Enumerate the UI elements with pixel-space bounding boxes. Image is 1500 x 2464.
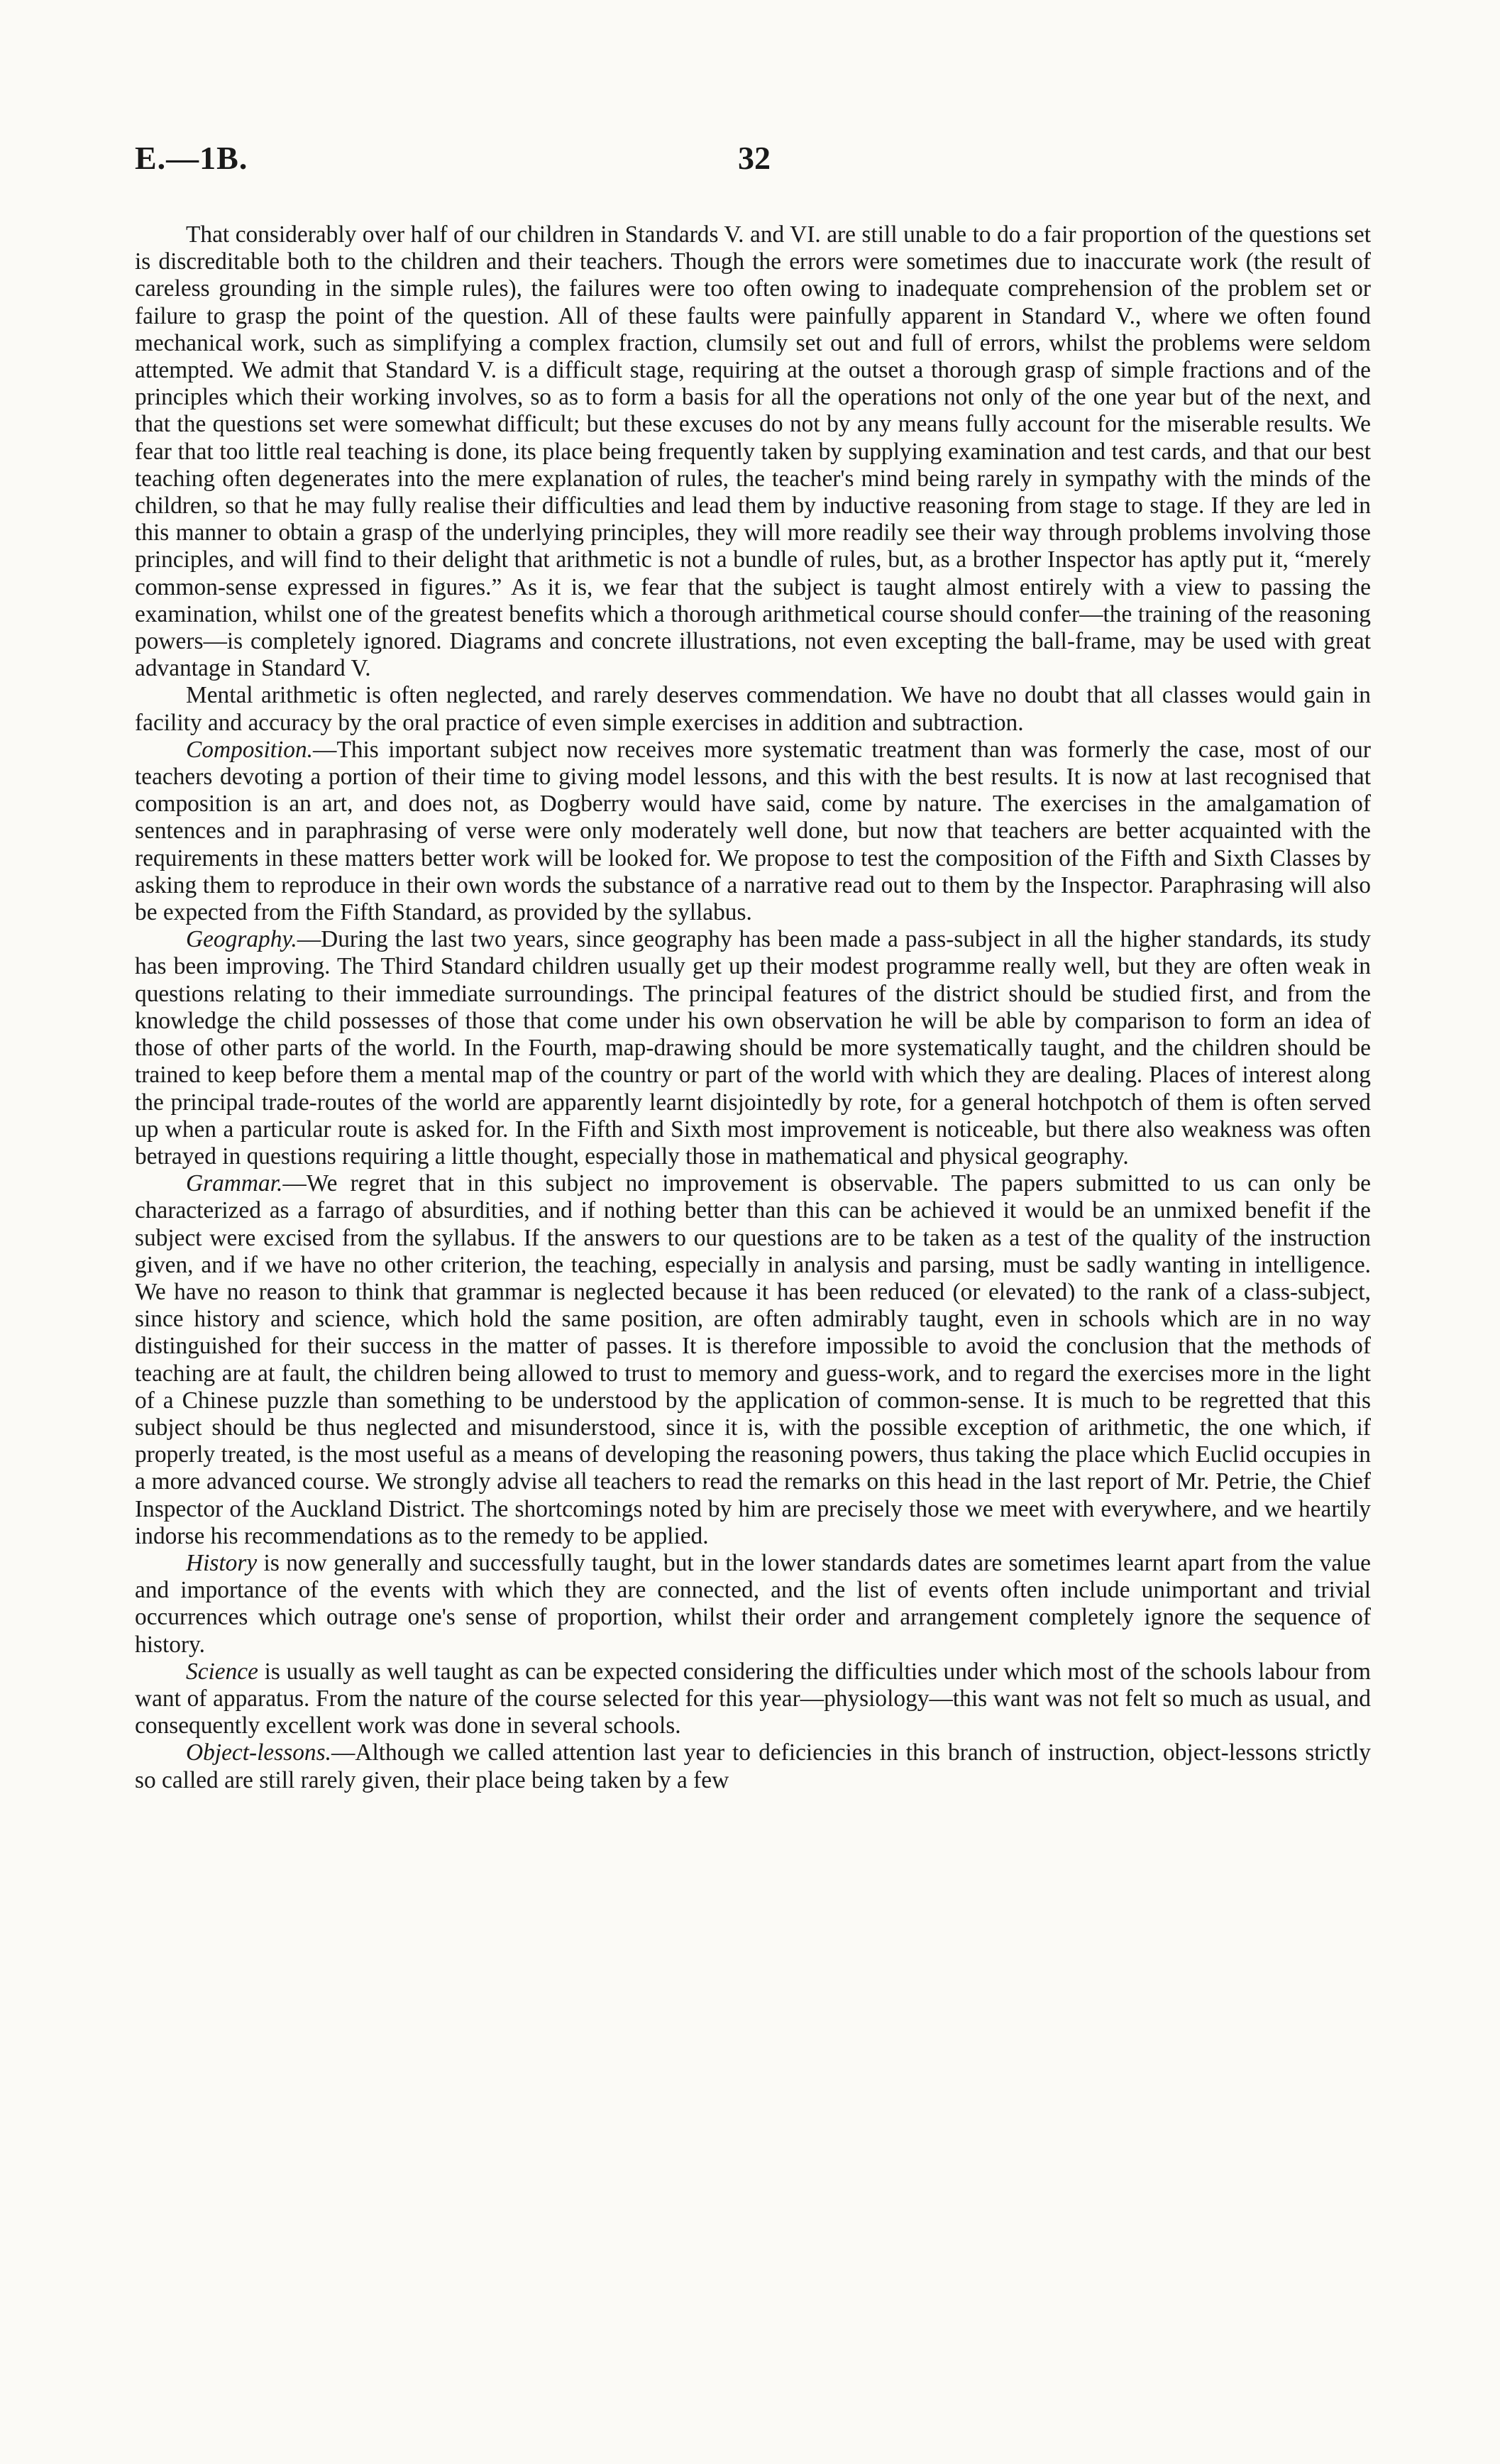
section-heading: Grammar. [186,1170,283,1197]
section-heading: Object-lessons. [186,1739,331,1766]
page-number: 32 [738,140,771,176]
paragraph-object-lessons [135,1739,1371,1793]
paragraph-text: That considerably over half of our children in Standards V. and VI. are still unable to do a fair proportion of the questions set is discreditable both to the children and their teachers. Though the errors were sometimes due to inaccurate work (the result of careless grounding in the simple rules), the failures were too often owing to inadequate comprehension of the problem set or failure to grasp the point of the question. All of these faults were painfully apparent in Standard V., where we often found mechanical work, such as simplifying a complex fraction, clumsily set out and full of errors, whilst the problems were seldom attempted. We admit that Standard V. is a difficult stage, requiring at the outset a thorough grasp of simple fractions and of the principles which their working involves, so as to form a basis for all the operations not only of the one year but of the next, and that the questions set were somewhat difficult; but these excuses do not by any means fully account for the miserable results. We fear that too little real teaching is done, its place being frequently taken by supplying examination and test cards, and that our best teaching often degenerates into the mere explanation of rules, the teacher's mind being rarely in sympathy with the minds of the children, so that he may fully realise their difficulties and lead them by inductive reasoning from stage to stage. If they are led in this manner to obtain a grasp of the underlying principles, they will more readily see their way through problems involving those principles, and will find to their delight that arithmetic is not a bundle of rules, but, as a brother Inspector has aptly put it, “merely common-sense expressed in figures.” As it is, we fear that the subject is taught almost entirely with a view to passing the examination, whilst one of the greatest benefits which a thorough arithmetical course should confer—the training of the reasoning powers—is completely ignored. Diagrams and concrete illustrations, not even excepting the ball-frame, may be used with great advantage in Standard V. [135,221,1371,682]
paragraph-text: Mental arithmetic is often neglected, and rarely deserves commendation. We have no doubt that all classes would gain in facility and accuracy by the oral practice of even simple exercises in addition and subtraction. [135,682,1371,736]
section-heading: History [186,1549,258,1576]
paragraph-geography [135,926,1371,1170]
paragraph-text: —This important subject now receives more systematic treatment than was formerly the case, most of our teachers devoting a portion of their time to giving model lessons, and this with the best results. It is now at last recognised that composition is an art, and does not, as Dogberry would have said, come by nature. The exercises in the amalgamation of sentences and in paraphrasing of verse were only moderately well done, but now that teachers are better acquainted with the requirements in these matters better work will be looked for. We propose to test the composition of the Fifth and Sixth Classes by asking them to reproduce in their own words the substance of a narrative read out to them by the Inspector. Paraphrasing will also be expected from the Fifth Standard, as provided by the syllabus. [135,736,1371,926]
document-code: E.—1B. [135,140,248,176]
section-heading: Composition. [186,736,314,763]
section-heading: Geography. [186,926,297,953]
paragraph-history [135,1550,1371,1659]
section-heading: Science [186,1658,258,1685]
paragraph-text: —Although we called attention last year to deficiencies in this branch of instruction, object-lessons strictly so called are still rarely given, their place being taken by a few [135,1739,1371,1793]
paragraph-arithmetic [135,221,1371,682]
paragraph-grammar [135,1170,1371,1550]
paragraph-composition [135,737,1371,926]
paragraph-text: —We regret that in this subject no improvement is observable. The papers submitted to us can only be characterized as a farrago of absurdities, and if nothing better than this can be achieved it would be an unmixed benefit if the subject were excised from the syllabus. If the answers to our questions are to be taken as a test of the quality of the instruction given, and if we have no other criterion, the teaching, especially in analysis and parsing, must be sadly wanting in intelligence. We have no reason to think that grammar is neglected because it has been reduced (or elevated) to the rank of a class-subject, since history and science, which hold the same position, are often admirably taught, even in schools which are in no way distinguished for their success in the matter of passes. It is therefore impossible to avoid the conclusion that the methods of teaching are at fault, the children being allowed to trust to memory and guess-work, and to regard the exercises more in the light of a Chinese puzzle than something to be understood by the application of common-sense. It is much to be regretted that this subject should be thus neglected and misunderstood, since it is, with the possible exception of arithmetic, the one which, if properly treated, is the most useful as a means of developing the reasoning powers, thus taking the place which Euclid occupies in a more advanced course. We strongly advise all teachers to read the remarks on this head in the last report of Mr. Petrie, the Chief Inspector of the Auckland District. The shortcomings noted by him are precisely those we meet with everywhere, and we heartily indorse his recommendations as to the remedy to be applied. [135,1170,1371,1549]
paragraph-science [135,1659,1371,1740]
page-header [0,139,1500,189]
report-body [135,221,1371,1794]
paragraph-text: is now generally and successfully taught, but in the lower standards dates are sometimes learnt apart from the value and importance of the events with which they are connected, and the list of events often include unimportant and trivial occurrences which outrage one's sense of proportion, whilst their order and arrangement completely ignore the sequence of history. [135,1549,1371,1658]
paragraph-text: —During the last two years, since geography has been made a pass-subject in all the higher standards, its study has been improving. The Third Standard children usually get up their modest programme really well, but they are often weak in questions relating to their immediate surroundings. The principal features of the district should be studied first, and from the knowledge the child possesses of those that come under his own observation he will be able by comparison to form an idea of those of other parts of the world. In the Fourth, map-drawing should be more systematically taught, and the children should be trained to keep before them a mental map of the country or part of the world with which they are dealing. Places of interest along the principal trade-routes of the world are apparently learnt disjointedly by rote, for a general hotchpotch of them is often served up when a particular route is asked for. In the Fifth and Sixth most improvement is noticeable, but there also weakness was often betrayed in questions requiring a little thought, especially those in mathematical and physical geography. [135,926,1371,1170]
paragraph-text: is usually as well taught as can be expected considering the difficulties under which most of the schools labour from want of apparatus. From the nature of the course selected for this year—physiology—this want was not felt so much as usual, and consequently excellent work was done in several schools. [135,1658,1371,1739]
paragraph-mental-arithmetic [135,682,1371,736]
